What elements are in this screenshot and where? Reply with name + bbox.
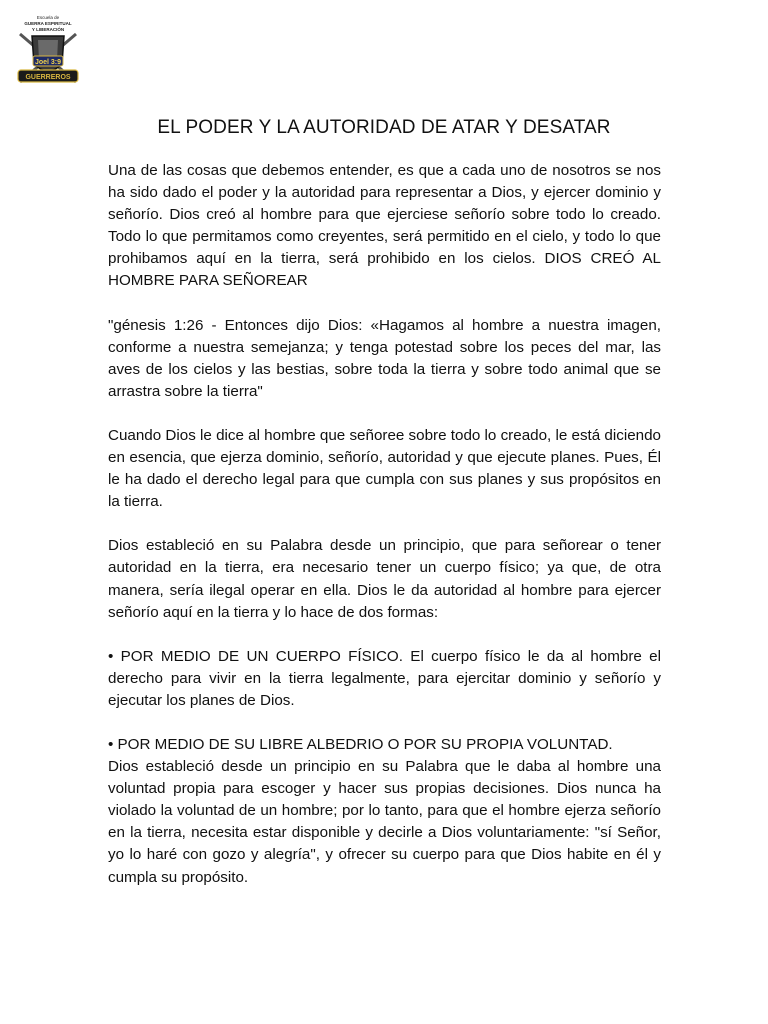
bullet-libre-albedrio: • POR MEDIO DE SU LIBRE ALBEDRIO O POR SU PROPIA VOLUNTAD. xyxy=(108,735,613,753)
bullet-cuerpo-fisico: • POR MEDIO DE UN CUERPO FÍSICO. El cuerpo físico le da al hombre el derecho para vivir en la tierra legalmente, para ejercitar dominio y señorío y ejecutar los planes de Dios. xyxy=(108,647,661,709)
logo-caption-low: Y LIBERACIÓN xyxy=(31,27,65,32)
document-body xyxy=(108,160,661,911)
logo-banner: GUERREROS xyxy=(25,74,71,81)
logo-caption-top: Escuela de xyxy=(36,15,60,20)
logo-verse: Joel 3:9 xyxy=(34,59,62,66)
paragraph-genesis-quote: "génesis 1:26 - Entonces dijo Dios: «Hagamos al hombre a nuestra imagen, conforme a nuestra semejanza; y tenga potestad sobre los peces del mar, las aves de los cielos y las bestias, sobre toda la tierra y sobre todo animal que se arrastra sobre la tierra" xyxy=(108,316,661,400)
shield-emblem-icon xyxy=(12,12,84,90)
paragraph-intro: Una de las cosas que debemos entender, es que a cada uno de nosotros se nos ha sido dado el poder y la autoridad para representar a Dios, y ejercer dominio y señorío. Dios creó al hombre para que ejerciese señorío sobre todo lo creado. Todo lo que permitamos como creyentes, será permitido en el cielo, y todo lo que prohibamos aquí en la tierra, será prohibido en los cielos. DIOS CREÓ AL HOMBRE PARA SEÑOREAR xyxy=(108,162,661,290)
paragraph-senorear: Cuando Dios le dice al hombre que señoree sobre todo lo creado, le está diciendo en esencia, que ejerza dominio, señorío, autoridad y que ejecute planes. Pues, Él le ha dado el derecho legal para que cumpla con sus planes y sus propósitos en la tierra. xyxy=(108,426,662,511)
page-title: EL PODER Y LA AUTORIDAD DE ATAR Y DESATAR xyxy=(157,117,611,138)
logo-caption-mid: GUERRA ESPIRITUAL xyxy=(24,21,72,26)
school-logo xyxy=(12,12,84,90)
paragraph-voluntad: Dios estableció desde un principio en su Palabra que le daba al hombre una voluntad propia para escoger y hacer sus propias decisiones. Dios nunca ha violado la voluntad de un hombre; por lo tanto, para que el hombre ejerza señorío en la tierra, necesita estar disponible y decirle a Dios voluntariamente: "sí Señor, yo lo haré con gozo y alegría", y ofrecer su cuerpo para que Dios habite en él y cumpla su propósito. xyxy=(108,758,661,886)
paragraph-cuerpo-fisico-intro: Dios estableció en su Palabra desde un principio, que para señorear o tener autoridad en la tierra, era necesario tener un cuerpo físico; ya que, de otra manera, sería ilegal operar en ella. Dios le da autoridad al hombre para ejercer señorío aquí en la tierra y lo hace de dos formas: xyxy=(108,537,661,621)
